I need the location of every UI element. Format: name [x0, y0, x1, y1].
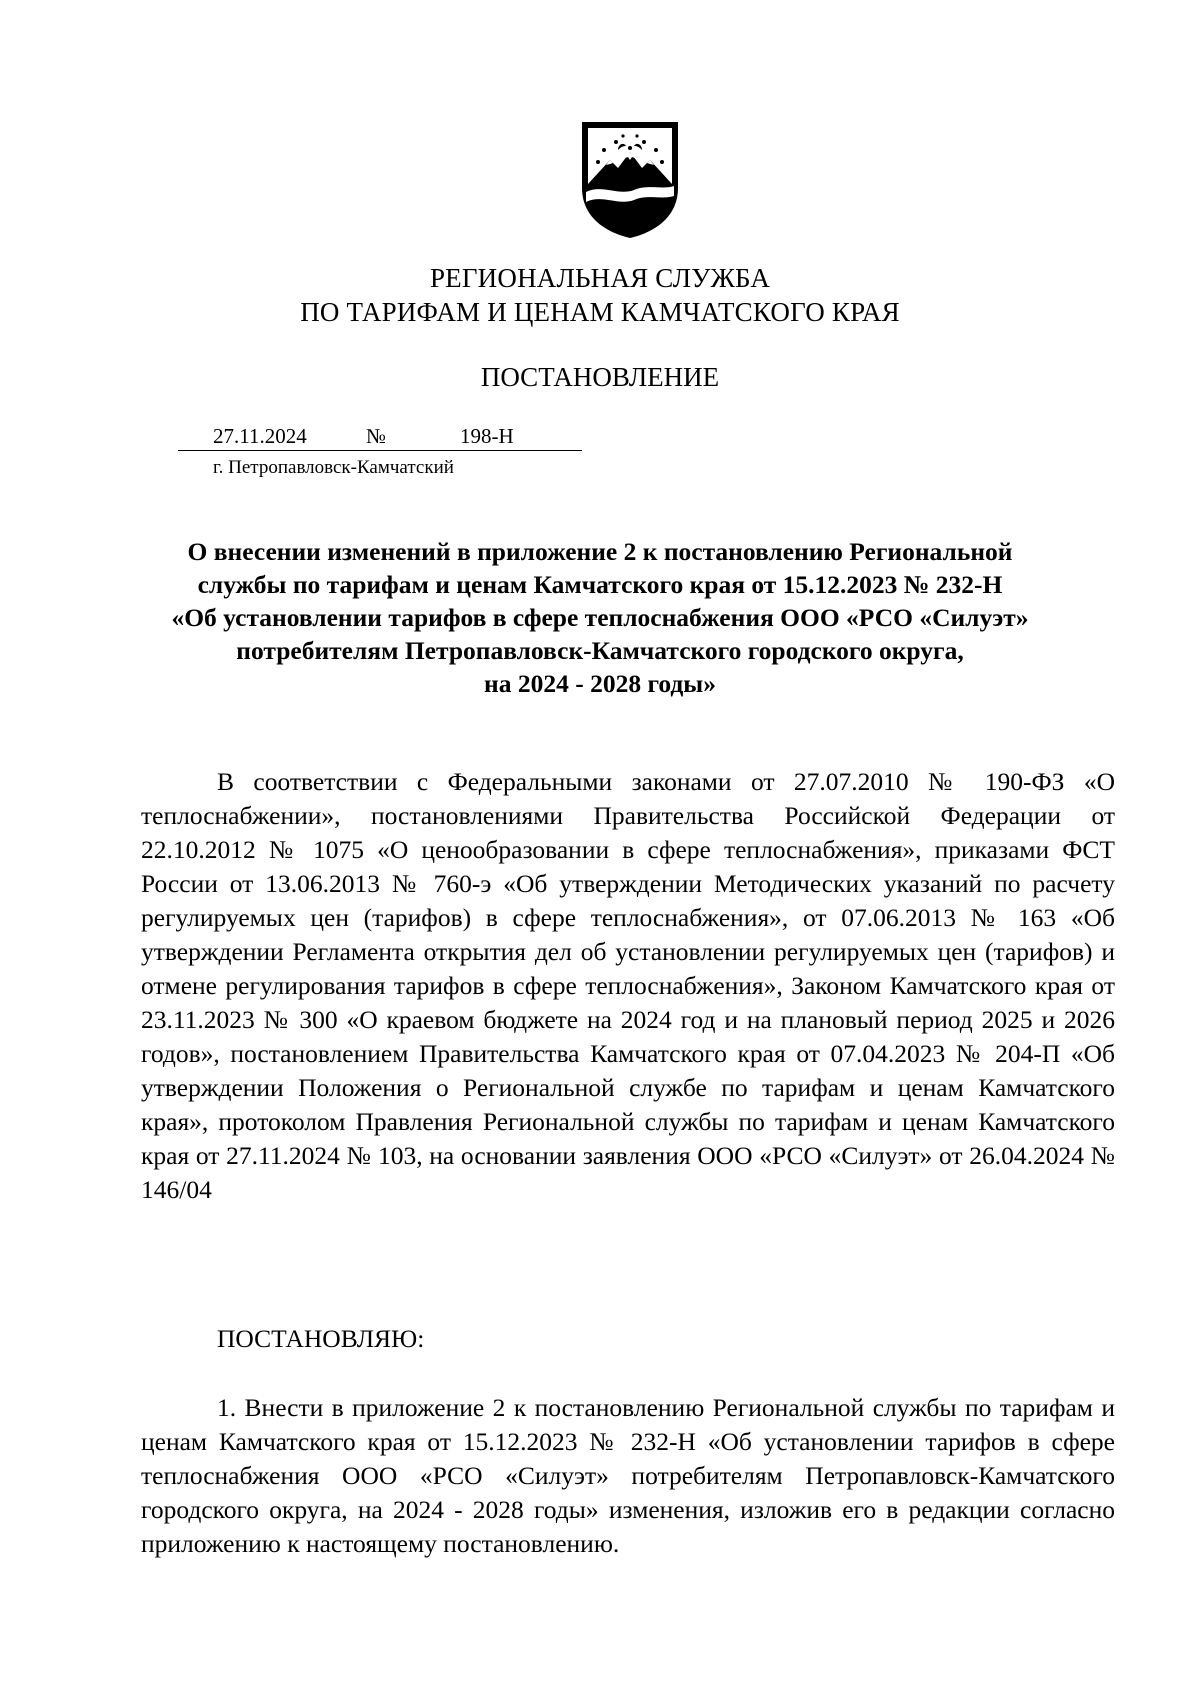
document-title — [140, 535, 1060, 700]
document-city: г. Петропавловск-Камчатский — [213, 457, 454, 478]
title-line-5: на 2024 - 2028 годы» — [484, 669, 716, 698]
agency-name-line-1: РЕГИОНАЛЬНАЯ СЛУЖБА — [429, 263, 771, 293]
agency-name-line-2: ПО ТАРИФАМ И ЦЕНАМ КАМЧАТСКОГО КРАЯ — [300, 297, 900, 327]
kamchatka-coat-of-arms-emblem — [578, 118, 682, 240]
title-line-1: О внесении изменений в приложение 2 к постановлению Региональной — [187, 537, 1013, 566]
title-line-4: потребителям Петропавловск-Камчатского городского округа, — [236, 636, 964, 665]
preamble-paragraph: В соответствии с Федеральными законами от 27.07.2010 № 190-ФЗ «О теплоснабжении», постановлениями Правительства Российской Федерации от 22.10.2012 № 1075 «О ценообразовании в сфере теплоснабжения», приказами ФСТ России от 13.06.2013 № 760-э «Об утверждении Методических указаний по расчету регулируемых цен (тарифов) в сфере теплоснабжения», от 07.06.2013 № 163 «Об утверждении Регламента открытия дел об установлении регулируемых цен (тарифов) и отмене регулирования тарифов в сфере теплоснабжения», Законом Камчатского края от 23.11.2023 № 300 «О краевом бюджете на 2024 год и на плановый период 2025 и 2026 годов», постановлением Правительства Камчатского края от 07.04.2023 № 204-П «Об утверждении Положения о Региональной службе по тарифам и ценам Камчатского края», протоколом Правления Региональной службы по тарифам и ценам Камчатского края от 27.11.2024 № 103, на основании заявления ООО «РСО «Силуэт» от 26.04.2024 № 146/04 — [141, 767, 1115, 1204]
document-number: 198-Н — [460, 424, 514, 448]
number-sign: № — [366, 424, 387, 448]
item-1-paragraph: 1. Внести в приложение 2 к постановлению Региональной службы по тарифам и ценам Камчатского края от 15.12.2023 № 232-Н «Об установлении тарифов в сфере теплоснабжения ООО «РСО «Силуэт» потребителям Петропавловск-Камчатского городского округа, на 2024 - 2028 годы» изменения, изложив его в редакции согласно приложению к настоящему постановлению. — [141, 1393, 1115, 1558]
document-type-heading: ПОСТАНОВЛЕНИЕ — [480, 362, 720, 392]
title-line-2: службы по тарифам и ценам Камчатского края от 15.12.2023 № 232-Н — [197, 570, 1003, 599]
title-line-3: «Об установлении тарифов в сфере теплоснабжения ООО «РСО «Силуэт» — [171, 603, 1029, 632]
decree-heading: ПОСТАНОВЛЯЮ: — [217, 1324, 425, 1353]
document-date: 27.11.2024 — [213, 424, 307, 448]
date-number-underline — [178, 450, 582, 451]
